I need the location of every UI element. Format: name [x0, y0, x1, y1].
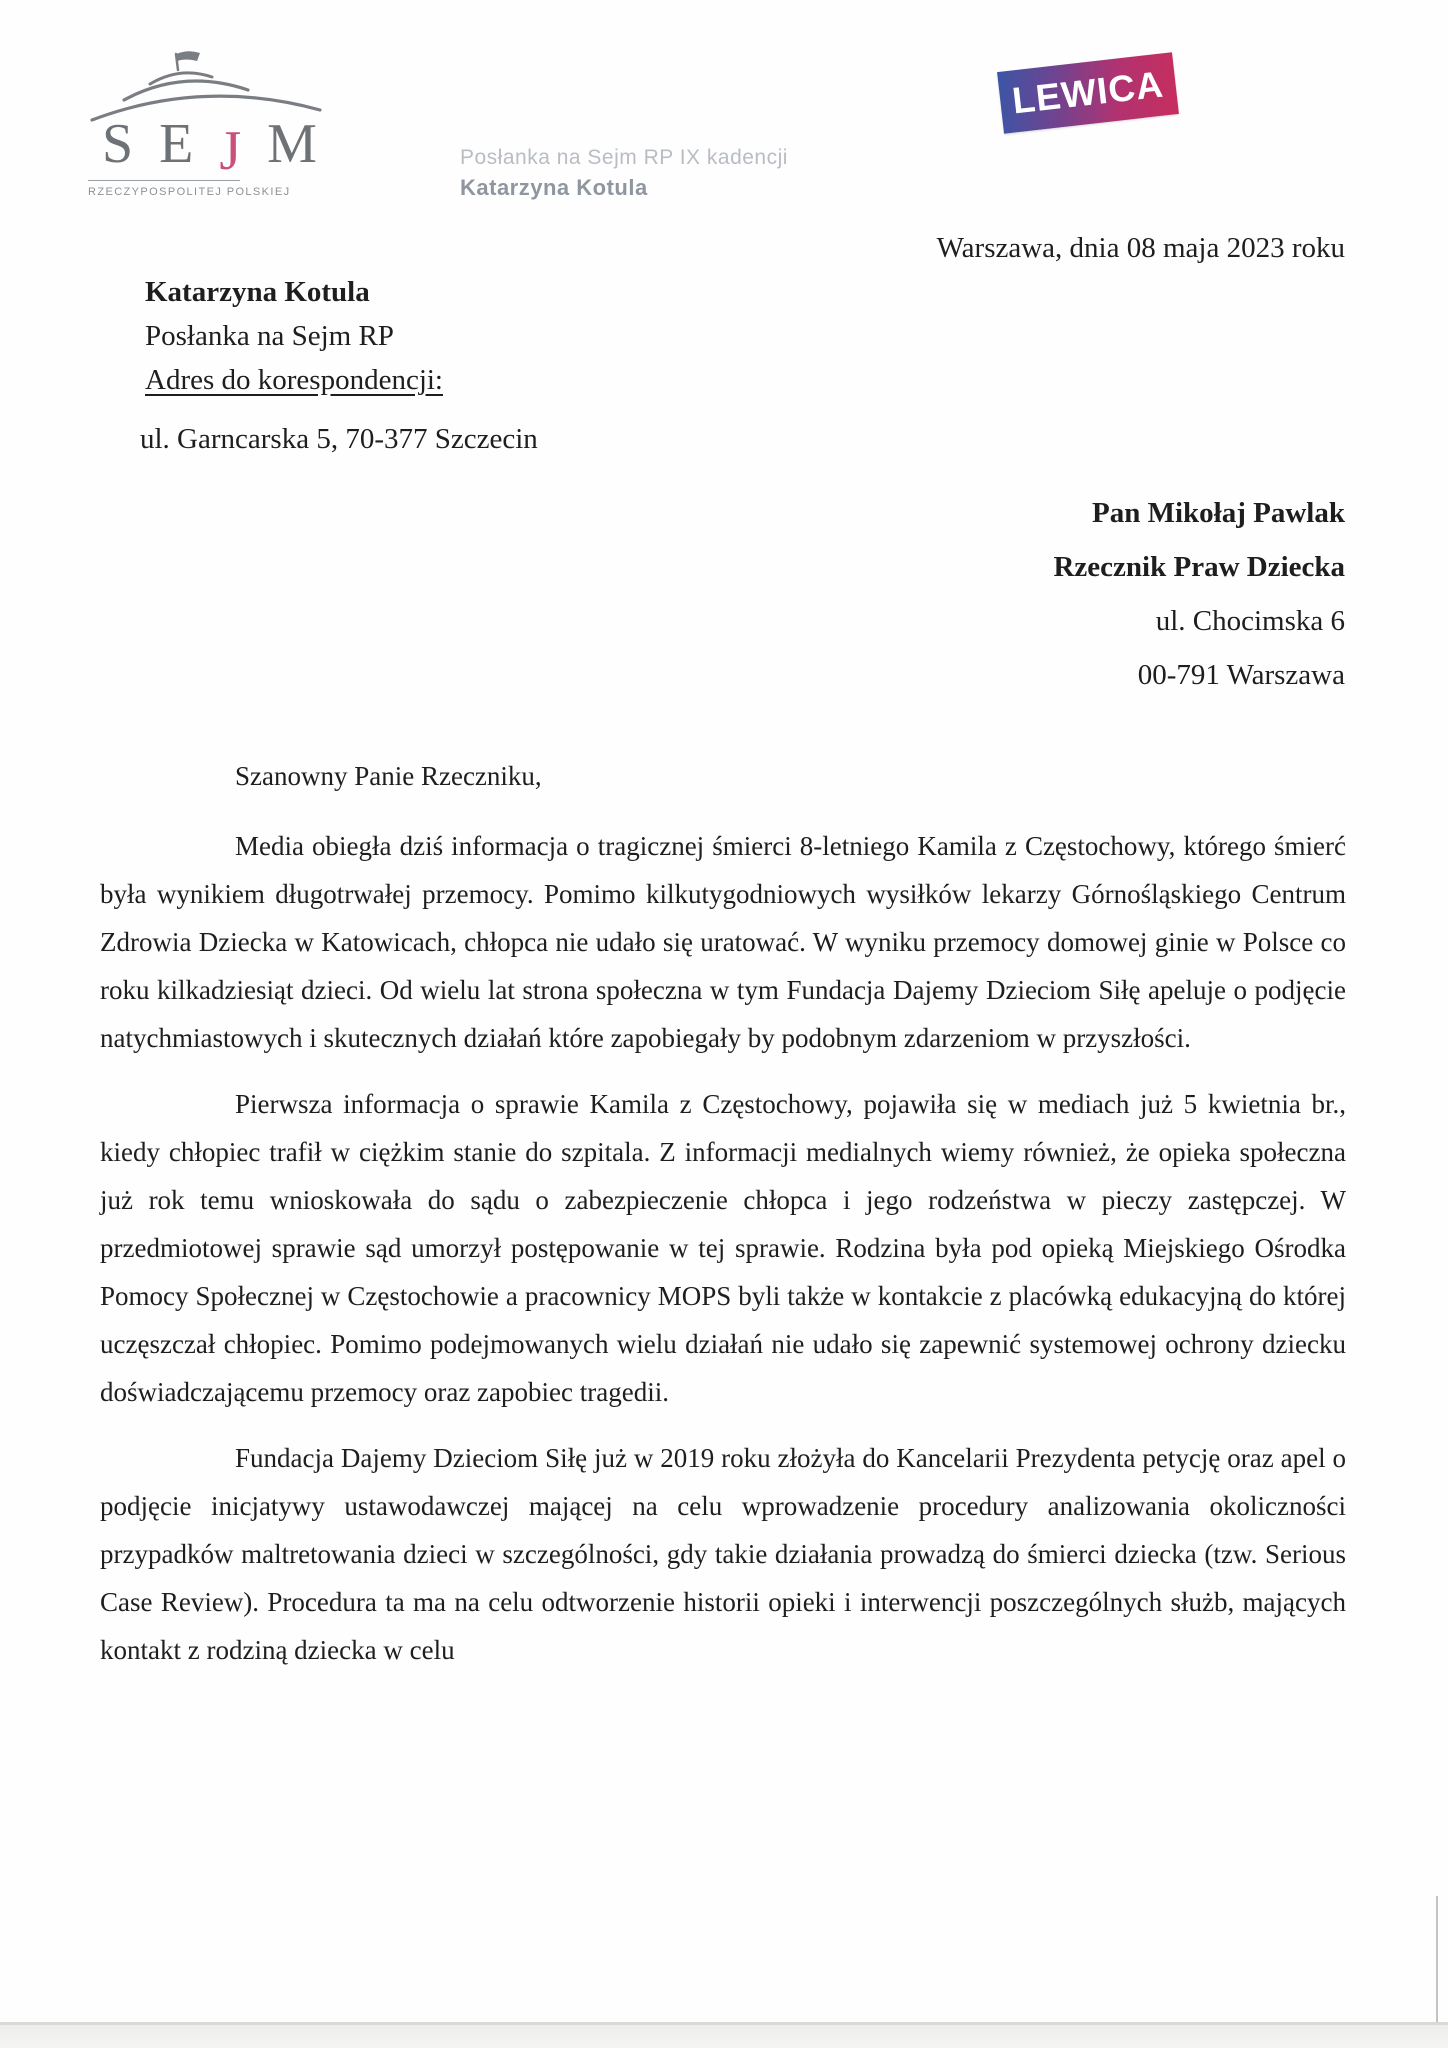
recipient-name: Pan Mikołaj Pawlak: [1092, 497, 1345, 529]
sejm-wordmark: [88, 113, 328, 182]
sender-address: ul. Garncarska 5, 70-377 Szczecin: [140, 423, 538, 455]
recipient-street: ul. Chocimska 6: [1155, 605, 1345, 637]
recipient-city: 00-791 Warszawa: [1137, 659, 1345, 691]
sender-address-label: Adres do korespondencji:: [145, 364, 443, 396]
sender-title: Posłanka na Sejm RP: [145, 320, 394, 352]
scan-edge-right: [1436, 1896, 1438, 2026]
scan-edge-bottom-band: [0, 2025, 1448, 2048]
deputy-note-name: Katarzyna Kotula: [460, 175, 648, 200]
recipient-title: Rzecznik Praw Dziecka: [1053, 551, 1345, 583]
deputy-note-title: Posłanka na Sejm RP IX kadencji: [460, 146, 788, 169]
sejm-letter-e: E: [159, 113, 194, 175]
lewica-wordmark: LEWICA: [1010, 63, 1166, 122]
sender-name: Katarzyna Kotula: [145, 276, 370, 308]
paragraph-3: Fundacja Dajemy Dzieciom Siłę już w 2019 roku złożyła do Kancelarii Prezydenta petycję oraz apel o podjęcie inicjatywy ustawodawczej mającej na celu wprowadzenie procedury analizowania okoliczności przypadków maltretowania dzieci w szczególności, gdy takie działania prowadzą do śmierci dziecka (tzw. Serious Case Review). Procedura ta ma na celu odtworzenie historii opieki i interwencji poszczególnych służb, mających kontakt z rodziną dziecka w celu: [100, 1443, 1346, 1665]
date-line: Warszawa, dnia 08 maja 2023 roku: [936, 232, 1345, 264]
recipient-block: [1053, 486, 1345, 702]
deputy-note: [460, 146, 788, 201]
sejm-caption: RZECZYPOSPOLITEJ POLSKIEJ: [88, 180, 240, 198]
letter-body: [100, 752, 1346, 1692]
salutation: Szanowny Panie Rzeczniku,: [235, 761, 542, 791]
paragraph-1: Media obiegła dziś informacja o tragicznej śmierci 8-letniego Kamila z Częstochowy, którego śmierć była wynikiem długotrwałej przemocy. Pomimo kilkutygodniowych wysiłków lekarzy Górnośląskiego Centrum Zdrowia Dziecka w Katowicach, chłopca nie udało się uratować. W wyniku przemocy domowej ginie w Polsce co roku kilkadziesiąt dzieci. Od wielu lat strona społeczna w tym Fundacja Dajemy Dzieciom Siłę apeluje o podjęcie natychmiastowych i skutecznych działań które zapobiegały by podobnym zdarzeniom w przyszłości.: [100, 831, 1346, 1053]
sejm-logo: [88, 46, 328, 198]
sejm-letter-s: S: [102, 113, 134, 175]
sejm-letter-m: M: [267, 113, 317, 175]
paragraph-2: Pierwsza informacja o sprawie Kamila z Częstochowy, pojawiła się w mediach już 5 kwietnia br., kiedy chłopiec trafił w ciężkim stanie do szpitala. Z informacji medialnych wiemy również, że opieka społeczna już rok temu wnioskowała do sądu o zabezpieczenie chłopca i jego rodzeństwa w pieczy zastępczej. W przedmiotowej sprawie sąd umorzył postępowanie w tej sprawie. Rodzina była pod opieką Miejskiego Ośrodka Pomocy Społecznej w Częstochowie a pracownicy MOPS byli także w kontakcie z placówką edukacyjną do której uczęszczał chłopiec. Pomimo podejmowanych wielu działań nie udało się zapewnić systemowej ochrony dziecku doświadczającemu przemocy oraz zapobiec tragedii.: [100, 1089, 1346, 1407]
sejm-letter-j: J: [219, 120, 242, 182]
sender-block: [140, 270, 538, 461]
lewica-logo: [997, 52, 1179, 134]
